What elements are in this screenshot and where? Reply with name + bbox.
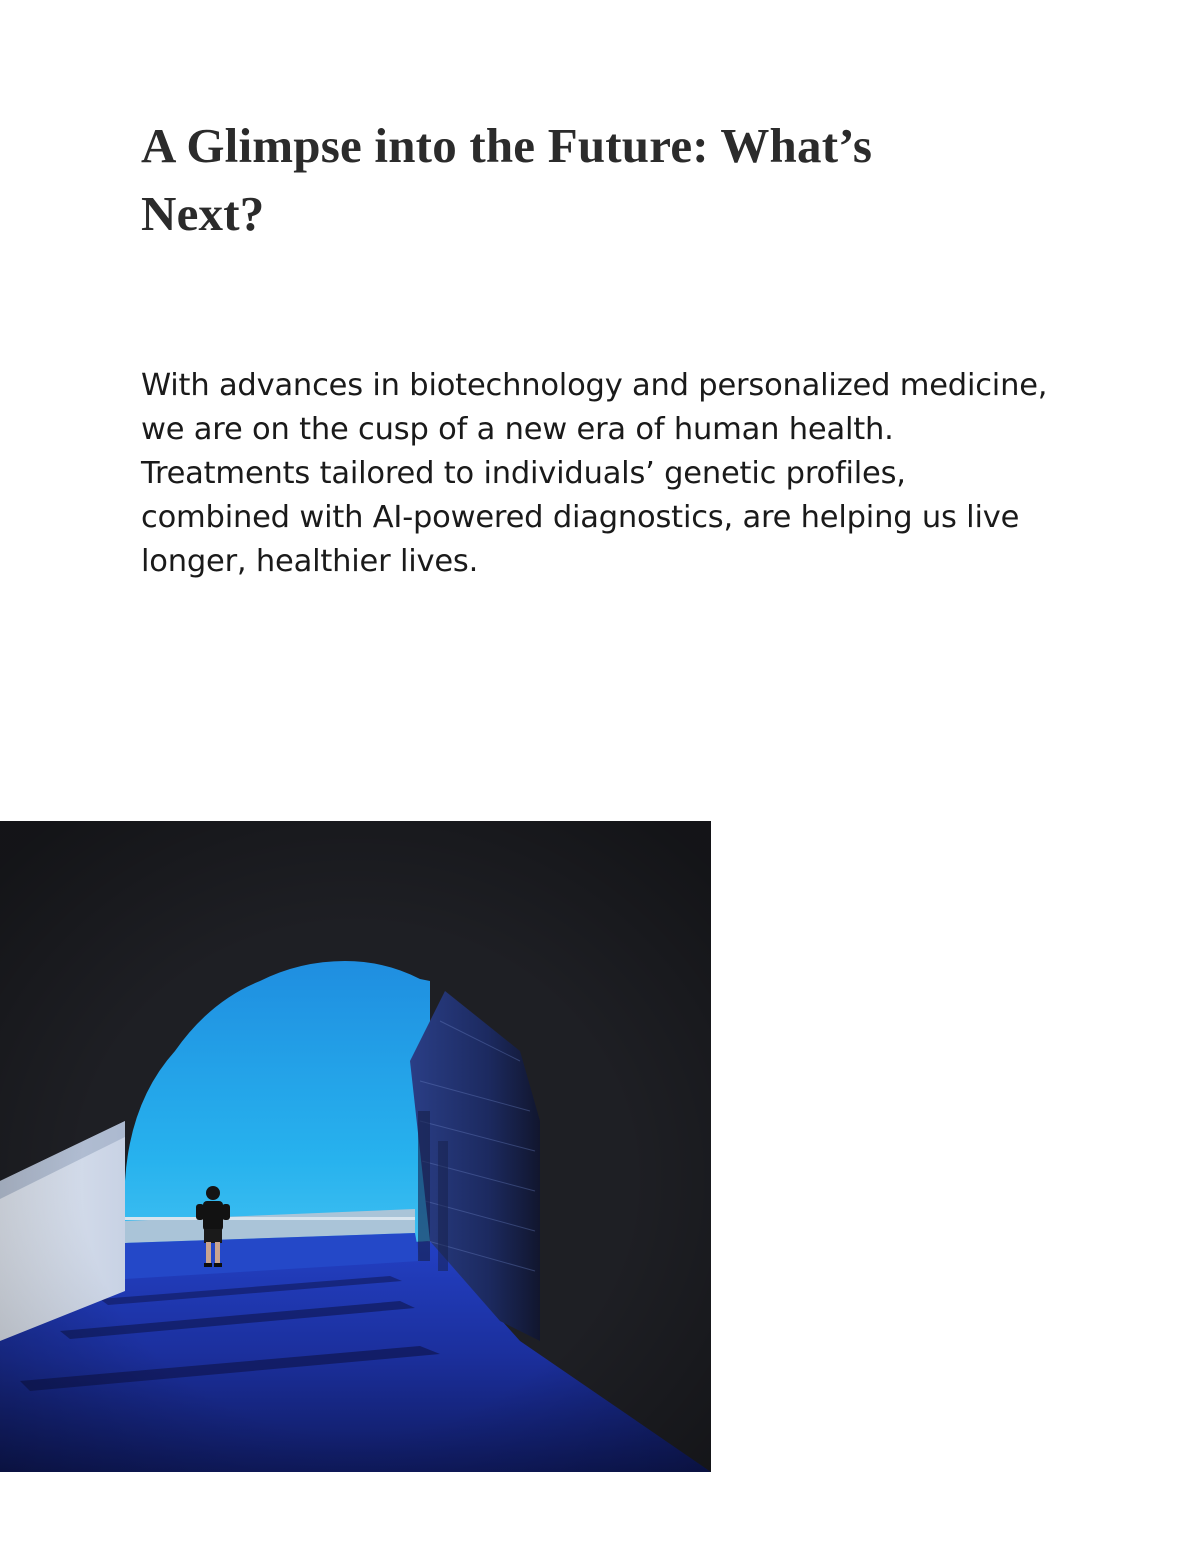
tunnel-photo-image	[0, 821, 711, 1472]
tunnel-photo	[0, 821, 711, 1472]
article-paragraph: With advances in biotechnology and personalized medicine, we are on the cusp of a new era of human health. Treatments tailored to individuals’ genetic profiles, combined with AI-powered diagnostics, are helping us live longer, healthier lives.	[141, 368, 1048, 579]
article-heading: A Glimpse into the Future: What’s Next?	[141, 118, 873, 241]
